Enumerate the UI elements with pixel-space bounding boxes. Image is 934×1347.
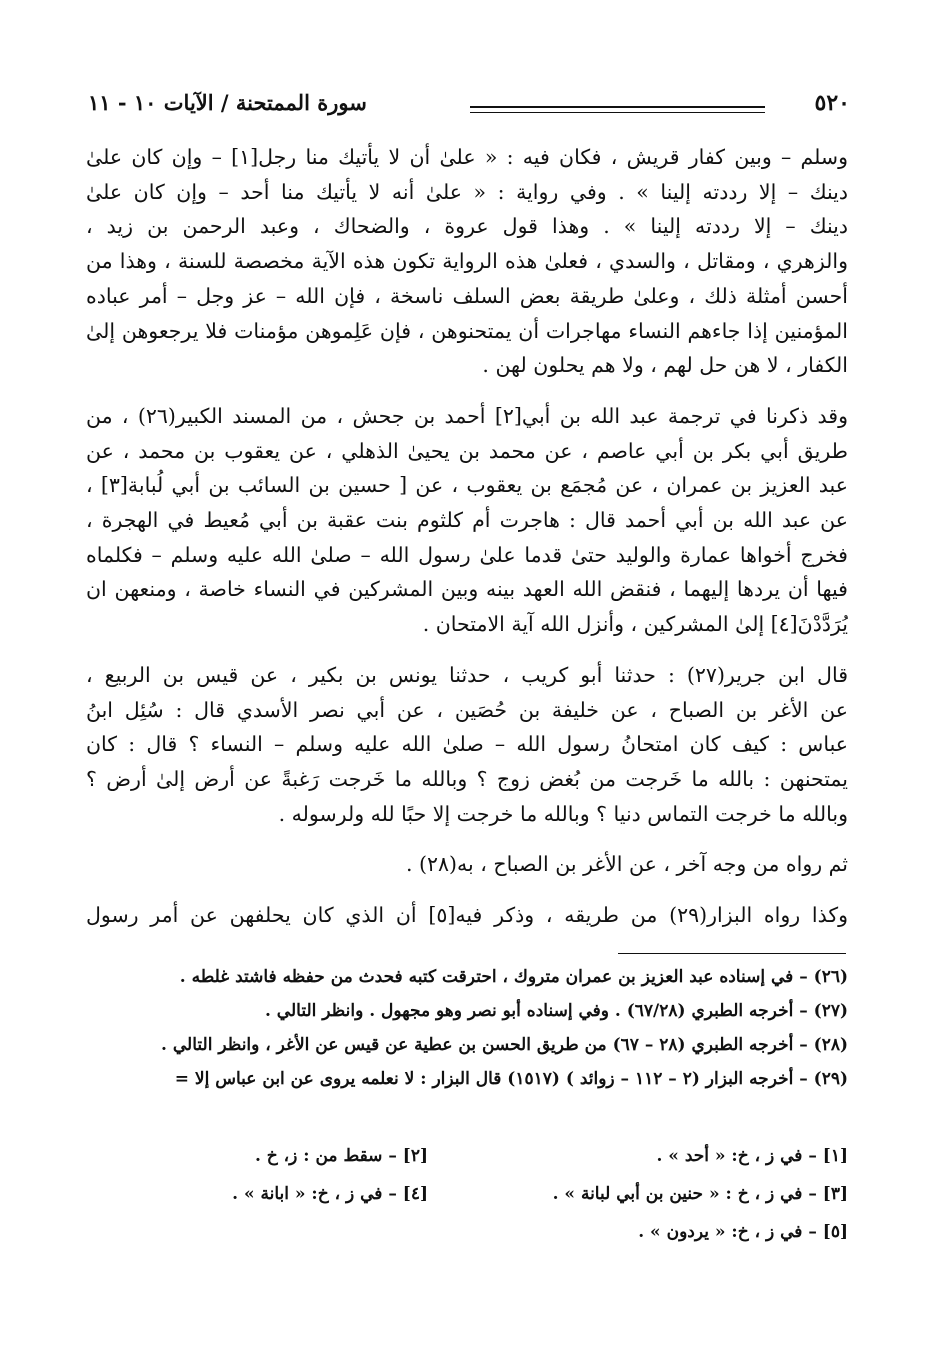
notes-row	[86, 1146, 848, 1184]
text-line: عن الأغر بن الصباح ، عن خليفة بن حُصَين ، عن أبي نصر الأسدي قال : سُئِل ابنُ	[86, 697, 848, 722]
text-line: عن عبد الله بن أبي أحمد قال : هاجرت أم كلثوم بنت عقبة بن أبي مُعيط في الهجرة ،	[86, 508, 848, 533]
notes-row	[86, 1222, 848, 1260]
text-line: وبالله ما خرجت التماس دنيا ؟ وبالله ما خرجت إلا حبًا لله ولرسوله .	[278, 801, 848, 826]
paragraph-1	[86, 140, 848, 383]
text-line: قال ابن جرير(٢٧) : حدثنا أبو كريب ، حدثنا يونس بن بكير ، عن قيس بن الربيع ،	[86, 662, 848, 687]
page-header	[88, 86, 850, 126]
note-3: [٣] – في ز ، خ : « حنين بن أبي لبانة » .	[552, 1184, 848, 1204]
header-rule	[470, 106, 765, 113]
text-line: دينك – إلا رددته إلينا » . وهذا قول عروة ، والضحاك ، وعبد الرحمن بن زيد ،	[86, 214, 848, 239]
note-1: [١] – في ز ، خ: « أحد » .	[656, 1146, 848, 1166]
note-5: [٥] – في ز ، خ: « يردون » .	[638, 1222, 848, 1242]
footnote-27: (٢٧) – أخرجه الطبري (٦٧/٢٨) . وفي إسناده أبو نصر وهو مجهول . وانظر التالي .	[264, 1001, 848, 1021]
note-2: [٢] – سقط من : ز، خ .	[254, 1146, 428, 1166]
text-line: يمتحنهن : بالله ما خَرجت من بُغض زوج ؟ وبالله ما خَرجت رَغبةً عن أرض إلىٰ أرض ؟	[86, 766, 848, 791]
manuscript-notes	[86, 1146, 848, 1260]
text-line: عبد العزيز بن عمران ، عن مُجمَع بن يعقوب ، عن [ حسين بن السائب بن أبي لُبابة[٣] ،	[86, 473, 848, 498]
note-4: [٤] – في ز ، خ: « ابانة » .	[232, 1184, 428, 1204]
footnote-separator	[618, 953, 846, 954]
paragraph-3	[86, 658, 848, 832]
paragraph-5	[86, 898, 848, 933]
text-line: عباس : كيف كان امتحانُ رسول الله – صلىٰ الله عليه وسلم – النساء ؟ قال : كان	[86, 732, 848, 757]
footnote-26: (٢٦) – في إسناده عبد العزيز بن عمران متروك ، احترقت كتبه فحدث من حفظه فاشتد غلطه .	[179, 967, 848, 987]
footnotes	[86, 960, 848, 1096]
paragraph-2	[86, 399, 848, 642]
text-line: طريق أبي بكر بن أبي عاصم ، عن محمد بن يحيىٰ الذهلي ، عن يعقوب بن محمد ، عن	[86, 438, 848, 463]
text-line: الكفار ، لا هن حل لهم ، ولا هم يحلون لهن .	[482, 353, 848, 378]
text-line: وكذا رواه البزار(٢٩) من طريقه ، وذكر فيه[٥] أن الذي كان يحلفهن عن أمر رسول	[86, 903, 848, 928]
footnote-28: (٢٨) – أخرجه الطبري (٢٨ – ٦٧) من طريق الحسن بن عطية عن قيس عن الأغر ، وانظر التالي .	[161, 1035, 848, 1055]
text-line: ثم رواه من وجه آخر ، عن الأغر بن الصباح ، به(٢٨) .	[405, 852, 848, 877]
text-line: وقد ذكرنا في ترجمة عبد الله بن أبي[٢] أحمد بن جحش ، من المسند الكبير(٢٦) ، من	[86, 403, 848, 428]
text-line: أحسن أمثلة ذلك ، وعلىٰ طريقة بعض السلف ناسخة ، فإن الله – عز وجل – أمر عباده	[86, 283, 848, 308]
main-text	[86, 140, 848, 949]
paragraph-4	[86, 847, 848, 882]
text-line: فخرج أخواها عمارة والوليد حتىٰ قدما علىٰ رسول الله – صلىٰ الله عليه وسلم – فكلماه	[86, 542, 848, 567]
page-number: ٥٢٠	[814, 90, 850, 116]
text-line: فيها أن يردها إليهما ، فنقض الله العهد بينه وبين المشركين في النساء خاصة ، ومنعهن ان	[86, 577, 848, 602]
text-line: يُرَدَّدْنَ[٤] إلىٰ المشركين ، وأنزل الله آية الامتحان .	[422, 612, 848, 637]
notes-row	[86, 1184, 848, 1222]
text-line: وسلم – وبين كفار قريش ، فكان فيه : « علىٰ أن لا يأتيك منا رجل[١] – وإن كان علىٰ	[86, 145, 848, 169]
text-line: دينك – إلا رددته إلينا » . وفي رواية : « علىٰ أنه لا يأتيك منا أحد – وإن كان علىٰ	[86, 179, 848, 204]
footnote-29: (٢٩) – أخرجه البزار (٢ – ١١٢ – زوائد ) (١٥١٧) قال البزار : لا نعلمه يروى عن ابن عباس إلا =	[174, 1069, 848, 1089]
running-title: سورة الممتحنة / الآيات ١٠ - ١١	[88, 90, 367, 115]
text-line: والزهري ، ومقاتل ، والسدي ، فعلىٰ هذه الرواية تكون هذه الآية مخصصة للسنة ، وهذا من	[86, 249, 848, 274]
text-line: المؤمنين إذا جاءهم النساء مهاجرات أن يمتحنوهن ، فإن عَلِموهن مؤمنات فلا يرجعوهن إلىٰ	[86, 318, 848, 343]
